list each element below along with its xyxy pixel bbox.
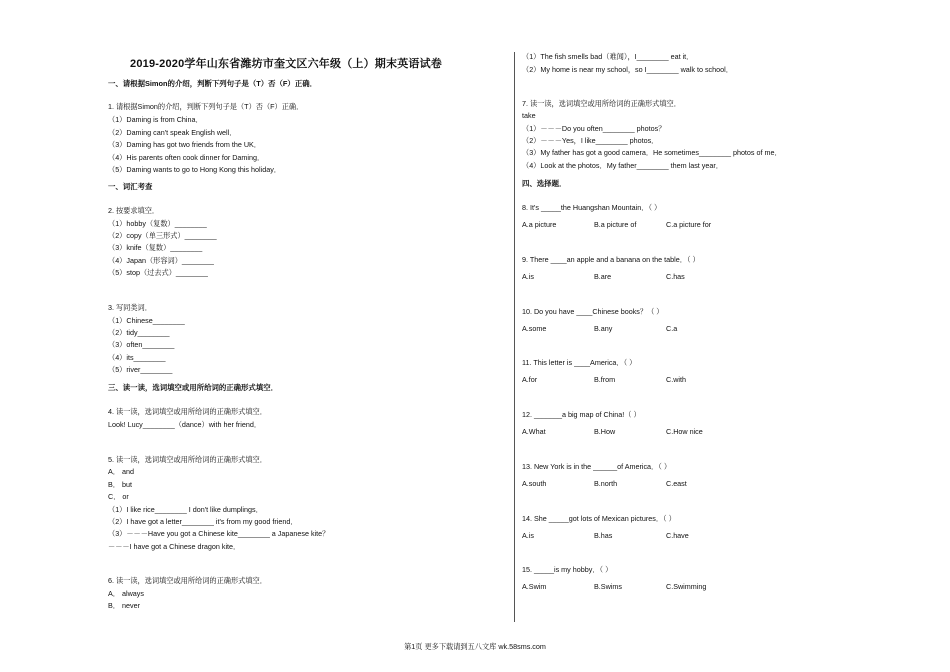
question-line: （2）My home is near my school，so I________ walk to school． — [522, 65, 733, 74]
mcq-option-a: A.is — [522, 531, 534, 540]
question-line: （2）I have got a letter________ it's from my good friend． — [108, 517, 298, 526]
mcq-question: 13. New York is in the ______of America．（ ） — [522, 462, 672, 471]
question-line: （2）Daming can't speak English well． — [108, 128, 237, 137]
mcq-option-c: C.has — [666, 272, 685, 281]
section-heading: 一、词汇考查 — [108, 182, 153, 191]
option-line: B． never — [108, 601, 140, 610]
question-line: （1）Chinese________ — [108, 316, 185, 325]
question-line: （3）Daming has got two friends from the UK． — [108, 140, 261, 149]
mcq-option-b: B.any — [594, 324, 613, 333]
section-heading: 三、读一读，选词填空或用所给词的正确形式填空． — [108, 383, 278, 392]
question-prompt: 7. 读一读，选词填空或用所给词的正确形式填空． — [522, 99, 681, 108]
mcq-option-a: A.some — [522, 324, 547, 333]
question-line: （4）Japan（形容词）________ — [108, 256, 214, 265]
option-line: C． or — [108, 492, 129, 501]
question-line: （2）tidy________ — [108, 328, 170, 337]
mcq-option-a: A.south — [522, 479, 547, 488]
question-line: （3）－－－Have you got a Chinese kite________ a Japanese kite？ — [108, 529, 330, 538]
question-line: （1）－－－Do you often________ photos？ — [522, 124, 666, 133]
question-prompt: 2. 按要求填空． — [108, 206, 160, 215]
mcq-option-c: C.Swimming — [666, 582, 707, 591]
mcq-option-b: B.has — [594, 531, 613, 540]
mcq-option-c: C.with — [666, 375, 686, 384]
mcq-option-c: C.have — [666, 531, 689, 540]
mcq-question: 11. This letter is ____America．（ ） — [522, 358, 637, 367]
question-prompt: 5. 读一读，选词填空或用所给词的正确形式填空． — [108, 455, 267, 464]
mcq-question: 10. Do you have ____Chinese books？（ ） — [522, 307, 664, 316]
option-line: A． and — [108, 467, 134, 476]
question-line: （1）The fish smells bad（难闻），I________ eat it． — [522, 52, 694, 61]
mcq-option-c: C.east — [666, 479, 687, 488]
question-line: （5）Daming wants to go to Hong Kong this holiday． — [108, 165, 281, 174]
mcq-option-b: B.from — [594, 375, 616, 384]
question-line: （3）often________ — [108, 340, 175, 349]
mcq-option-a: A.Swim — [522, 582, 547, 591]
section-heading: 四、选择题． — [522, 179, 567, 188]
mcq-option-b: B.Swims — [594, 582, 622, 591]
mcq-question: 12. _______a big map of China!（ ） — [522, 410, 641, 419]
mcq-option-c: C.How nice — [666, 427, 703, 436]
option-line: B． but — [108, 480, 132, 489]
mcq-option-a: A.What — [522, 427, 546, 436]
page-footer: 第1页 更多下载请到五八文库 wk.58sms.com — [404, 642, 546, 651]
question-line: －－－I have got a Chinese dragon kite． — [108, 542, 241, 551]
option-line: A． always — [108, 589, 144, 598]
mcq-question: 14. She _____got lots of Mexican pictures．（ ） — [522, 514, 676, 523]
question-line: （2）copy（单三形式）________ — [108, 231, 217, 240]
mcq-option-b: B.a picture of — [594, 220, 637, 229]
word-bank: take — [522, 111, 536, 120]
mcq-option-c: C.a picture for — [666, 220, 712, 229]
mcq-option-a: A.for — [522, 375, 538, 384]
mcq-option-b: B.north — [594, 479, 618, 488]
question-line: （1）hobby（复数）________ — [108, 219, 207, 228]
mcq-option-b: B.are — [594, 272, 612, 281]
question-line: （3）knife（复数）________ — [108, 243, 203, 252]
question-line: （4）Look at the photos．My father________ them last year． — [522, 161, 723, 170]
mcq-question: 15. _____is my hobby．（ ） — [522, 565, 613, 574]
question-line: （4）His parents often cook dinner for Daming． — [108, 153, 265, 162]
mcq-option-b: B.How — [594, 427, 616, 436]
mcq-option-a: A.is — [522, 272, 534, 281]
mcq-option-a: A.a picture — [522, 220, 557, 229]
column-divider — [514, 52, 515, 622]
mcq-question: 8. It's _____the Huangshan Mountain．（ ） — [522, 203, 662, 212]
question-line: （5）stop（过去式）________ — [108, 268, 208, 277]
question-prompt: 6. 读一读，选词填空或用所给词的正确形式填空． — [108, 576, 267, 585]
question-line: （1）I like rice________ I don't like dumplings． — [108, 505, 263, 514]
question-line: （1）Daming is from China． — [108, 115, 203, 124]
question-prompt: 1. 请根据Simon的介绍，判断下列句子是（T）否（F）正确． — [108, 102, 304, 111]
question-line: Look! Lucy________（dance）with her friend． — [108, 420, 262, 429]
question-prompt: 4. 读一读，选词填空或用所给词的正确形式填空． — [108, 407, 267, 416]
question-prompt: 3. 写同类词． — [108, 303, 152, 312]
section-heading: 一、请根据Simon的介绍，判断下列句子是（T）否（F）正确． — [108, 79, 317, 88]
question-line: （2）－－－Yes，I like________ photos． — [522, 136, 659, 145]
question-line: （4）its________ — [108, 353, 166, 362]
mcq-option-c: C.a — [666, 324, 678, 333]
question-line: （5）river________ — [108, 365, 173, 374]
mcq-question: 9. There ____an apple and a banana on the table．（ ） — [522, 255, 700, 264]
page-title: 2019-2020学年山东省潍坊市奎文区六年级（上）期末英语试卷 — [130, 58, 443, 70]
question-line: （3）My father has got a good camera．He sometimes________ photos of me． — [522, 148, 782, 157]
